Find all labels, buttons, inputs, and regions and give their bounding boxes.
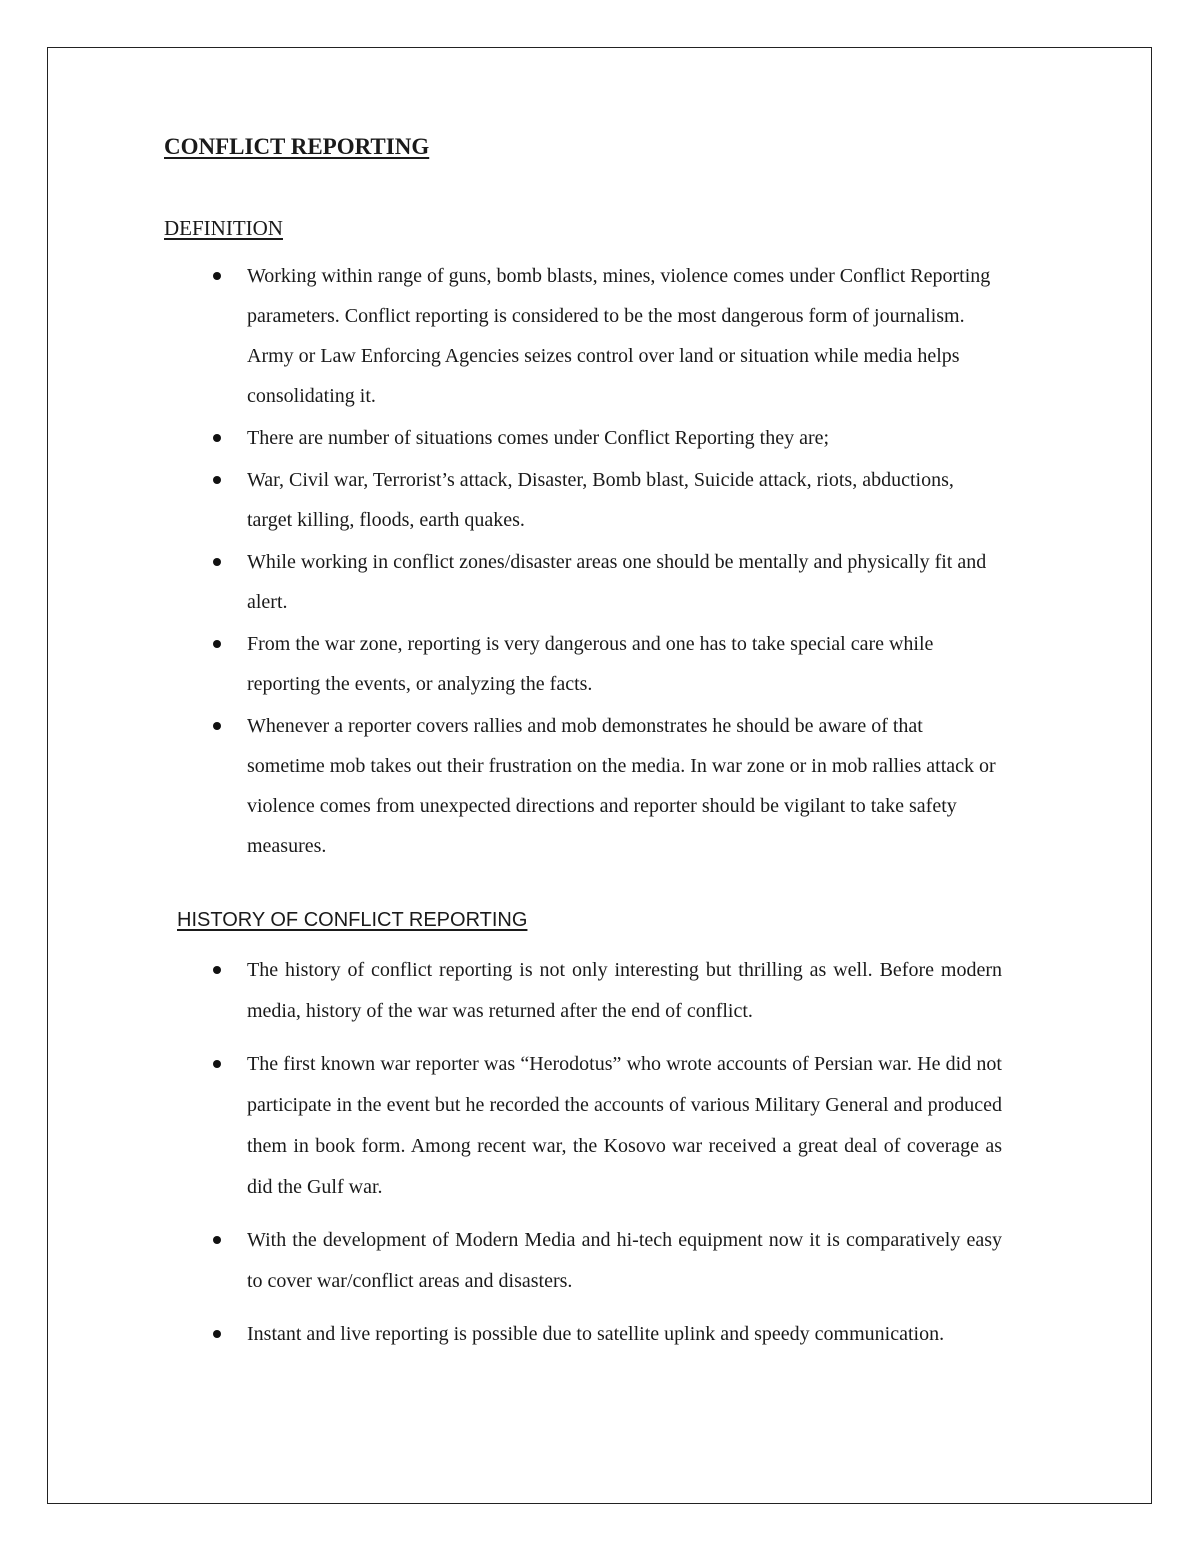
- list-item-text: Instant and live reporting is possible due to satellite uplink and speedy communication.: [247, 1323, 945, 1345]
- definition-bullet-list: [0, 256, 1200, 868]
- list-item: [0, 950, 1200, 1032]
- list-item-text: There are number of situations comes under Conflict Reporting they are;: [247, 427, 830, 449]
- section-heading-definition: DEFINITION: [164, 216, 283, 240]
- list-item: [0, 624, 1200, 704]
- list-item-text: Working within range of guns, bomb blasts, mines, violence comes under Conflict Reporting parameters. Conflict reporting is considered to be the most dangerous form of journalism. Army or Law Enforcing Agencies seizes control over land or situation while media helps consolidating it.: [247, 265, 991, 407]
- list-item-text: The history of conflict reporting is not only interesting but thrilling as well. Before modern media, history of the war was returned after the end of conflict.: [247, 959, 1002, 1022]
- bullet-icon: [213, 640, 221, 648]
- list-item: [0, 418, 1200, 458]
- bullet-icon: [213, 722, 221, 730]
- list-item: [0, 706, 1200, 866]
- list-item: [0, 1220, 1200, 1302]
- list-item: [0, 460, 1200, 540]
- list-item: [0, 1044, 1200, 1208]
- list-item-text: War, Civil war, Terrorist’s attack, Disaster, Bomb blast, Suicide attack, riots, abductions, target killing, floods, earth quakes.: [247, 469, 954, 531]
- bullet-icon: [213, 476, 221, 484]
- list-item: [0, 1314, 1200, 1355]
- page-title: CONFLICT REPORTING: [164, 134, 430, 159]
- list-item: [0, 256, 1200, 416]
- list-item-text: The first known war reporter was “Herodotus” who wrote accounts of Persian war. He did not participate in the event but he recorded the accounts of various Military General and produced them in book form. Among recent war, the Kosovo war received a great deal of coverage as did the Gulf war.: [247, 1053, 1002, 1198]
- bullet-icon: [213, 1236, 221, 1244]
- bullet-icon: [213, 272, 221, 280]
- bullet-icon: [213, 434, 221, 442]
- list-item-text: From the war zone, reporting is very dangerous and one has to take special care while reporting the events, or analyzing the facts.: [247, 633, 934, 695]
- bullet-icon: [213, 1060, 221, 1068]
- bullet-icon: [213, 558, 221, 566]
- section-heading-history: HISTORY OF CONFLICT REPORTING: [177, 909, 528, 931]
- list-item-text: With the development of Modern Media and hi-tech equipment now it is comparatively easy to cover war/conflict areas and disasters.: [247, 1229, 1002, 1292]
- list-item-text: Whenever a reporter covers rallies and mob demonstrates he should be aware of that sometime mob takes out their frustration on the media. In war zone or in mob rallies attack or violence comes from unexpected directions and reporter should be vigilant to take safety measures.: [247, 715, 996, 857]
- list-item: [0, 542, 1200, 622]
- bullet-icon: [213, 1330, 221, 1338]
- history-bullet-list: [0, 950, 1200, 1367]
- bullet-icon: [213, 966, 221, 974]
- list-item-text: While working in conflict zones/disaster areas one should be mentally and physically fit and alert.: [247, 551, 987, 613]
